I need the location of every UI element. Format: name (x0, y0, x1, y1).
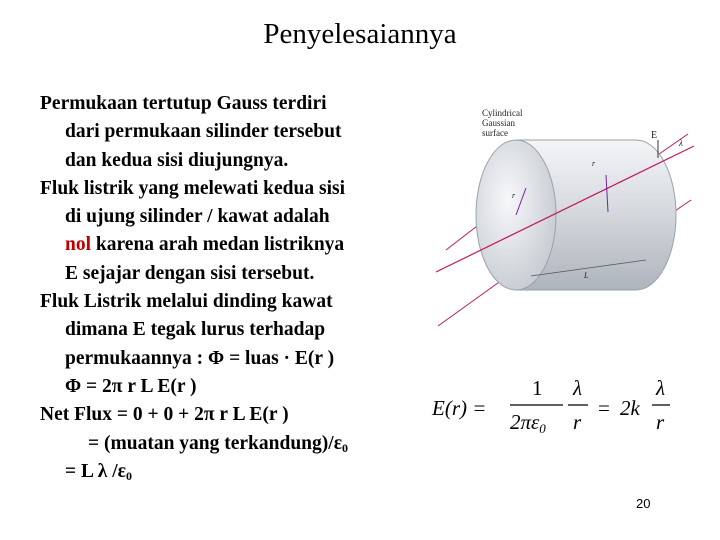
text-line: permukaannya : Φ = luas · E(r ) (65, 347, 335, 369)
formula-eq: = (598, 396, 610, 420)
formula-frac3-den: r (656, 410, 665, 434)
text-line: E sejajar dengan sisi tersebut. (65, 262, 315, 284)
text-line-main: = (muatan yang terkandung)/ε (88, 432, 343, 454)
gaussian-cylinder-figure (436, 100, 698, 350)
subscript: 0 (342, 440, 349, 455)
label-l: L (584, 271, 589, 280)
label-e: E (651, 130, 658, 141)
page-title: Penyelesaiannya (263, 18, 457, 50)
text-line: Φ = 2π r L E(r ) (65, 375, 197, 397)
body-text (40, 90, 435, 486)
label-surface: surface (482, 128, 508, 138)
highlight-nol: nol (65, 234, 92, 256)
formula-frac1-num: 1 (532, 376, 543, 400)
cylinder (476, 140, 676, 290)
label-r: r (512, 191, 516, 200)
text-line: Net Flux = 0 + 0 + 2π r L E(r ) (40, 404, 289, 426)
label-r: r (592, 159, 596, 168)
label-lambda: λ (679, 138, 683, 148)
text-line: Permukaan tertutup Gauss terdiri (40, 93, 327, 114)
text-line-rest: karena arah medan listriknya (91, 234, 345, 256)
text-line-main: = L λ /ε (65, 460, 126, 482)
text-line: Fluk Listrik melalui dinding kawat (40, 291, 333, 313)
formula-lhs: E(r) = (432, 396, 487, 420)
text-line (40, 458, 435, 486)
text-line: dari permukaan silinder tersebut (65, 121, 342, 143)
text-line (40, 430, 435, 458)
text-line: dan kedua sisi diujungnya. (65, 149, 289, 171)
label-gaussian: Gaussian (482, 118, 515, 128)
text-line (40, 231, 435, 259)
text-line: di ujung silinder / kawat adalah (65, 206, 330, 228)
formula-frac3-num: λ (656, 376, 666, 400)
text-line: Fluk listrik yang melewati kedua sisi (40, 177, 345, 199)
subscript: 0 (126, 468, 132, 483)
text-line: dimana E tegak lurus terhadap (65, 319, 326, 341)
formula-frac1-den: 2πε0 (510, 410, 546, 436)
formula-frac2-den: r (573, 410, 582, 434)
label-cylindrical: Cylindrical (482, 108, 523, 118)
formula-frac2-num: λ (573, 376, 583, 400)
formula-coef: 2k (620, 396, 640, 420)
page-number: 20 (636, 496, 651, 511)
field-formula (430, 372, 690, 442)
